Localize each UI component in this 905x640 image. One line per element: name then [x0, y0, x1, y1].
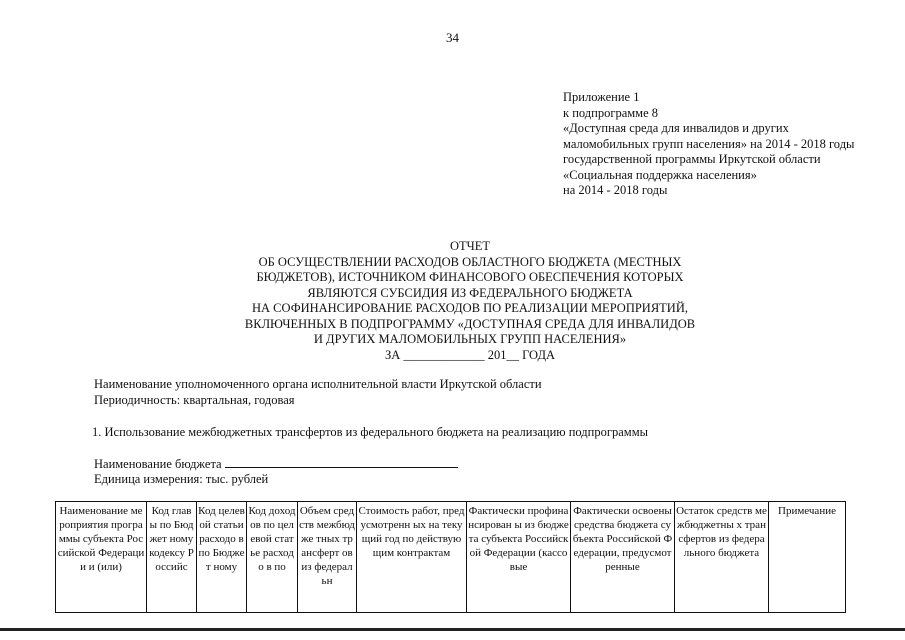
appendix-line: на 2014 - 2018 годы [563, 183, 668, 197]
budget-name-row [94, 456, 458, 473]
budget-name-blank[interactable] [225, 456, 458, 468]
title-line: БЮДЖЕТОВ), ИСТОЧНИКОМ ФИНАНСОВОГО ОБЕСПЕЧЕНИЯ КОТОРЫХ [256, 270, 684, 284]
appendix-line: к подпрограмме 8 [563, 105, 658, 120]
budget-name-label: Наименование бюджета [94, 457, 222, 471]
title-line: И ДРУГИХ МАЛОМОБИЛЬНЫХ ГРУПП НАСЕЛЕНИЯ» [313, 332, 627, 346]
section-heading: 1. Использование межбюджетных трансфертов из федерального бюджета на реализацию подпрограммы [92, 425, 648, 439]
report-title [150, 239, 790, 363]
header-cell: Наименование мероприятия программы субъекта Российской Федерации и (или) [56, 502, 147, 613]
title-line: ЗА _____________ 201__ ГОДА [384, 347, 556, 362]
table-header-row [56, 502, 846, 613]
title-line: ОБ ОСУЩЕСТВЛЕНИИ РАСХОДОВ ОБЛАСТНОГО БЮДЖЕТА (МЕСТНЫХ [258, 254, 682, 269]
header-cell: Примечание [769, 502, 846, 613]
title-line: ЯВЛЯЮТСЯ СУБСИДИЯ ИЗ ФЕДЕРАЛЬНОГО БЮДЖЕТА [307, 285, 633, 300]
header-cell: Код доходов по целевой статье расходо в по [247, 502, 298, 613]
appendix-line: маломобильных групп населения» на 2014 - 2018 годы [563, 136, 855, 151]
title-line: ОТЧЕТ [449, 239, 491, 253]
header-cell: Остаток средств межбюджетны х трансфертов из федерального бюджета [675, 502, 769, 613]
page-number: 34 [446, 30, 459, 45]
appendix-line: «Социальная поддержка населения» [563, 167, 757, 182]
authority-line: Наименование уполномоченного органа исполнительной власти Иркутской области [94, 377, 542, 391]
title-line: НА СОФИНАНСИРОВАНИЕ РАСХОДОВ ПО РЕАЛИЗАЦИИ МЕРОПРИЯТИЙ, [252, 301, 688, 315]
appendix-line: Приложение 1 [563, 90, 640, 104]
appendix-block [563, 90, 854, 199]
header-cell: Код целевой статьи расходо в по Бюджет ному [197, 502, 247, 613]
appendix-line: государственной программы Иркутской области [563, 152, 821, 166]
header-cell: Объем средств межбюдже тных трансферт ов из федеральн [298, 502, 357, 613]
unit-line: Единица измерения: тыс. рублей [94, 472, 269, 486]
header-cell: Фактически профинансирован ы из бюджета субъекта Российской Федерации (кассовые [467, 502, 571, 613]
appendix-line: «Доступная среда для инвалидов и других [563, 121, 789, 135]
report-table [55, 501, 846, 613]
periodicity-line: Периодичность: квартальная, годовая [94, 393, 295, 407]
header-cell: Фактически освоены средства бюджета субъекта Российской Федерации, предусмотренные [571, 502, 675, 613]
title-line: ВКЛЮЧЕННЫХ В ПОДПРОГРАММУ «ДОСТУПНАЯ СРЕДА ДЛЯ ИНВАЛИДОВ [244, 316, 696, 331]
header-cell: Код главы по Бюджет ному кодексу Российс [147, 502, 197, 613]
header-cell: Стоимость работ, предусмотренн ых на текущий год по действующим контрактам [357, 502, 467, 613]
bottom-rule [0, 628, 905, 631]
